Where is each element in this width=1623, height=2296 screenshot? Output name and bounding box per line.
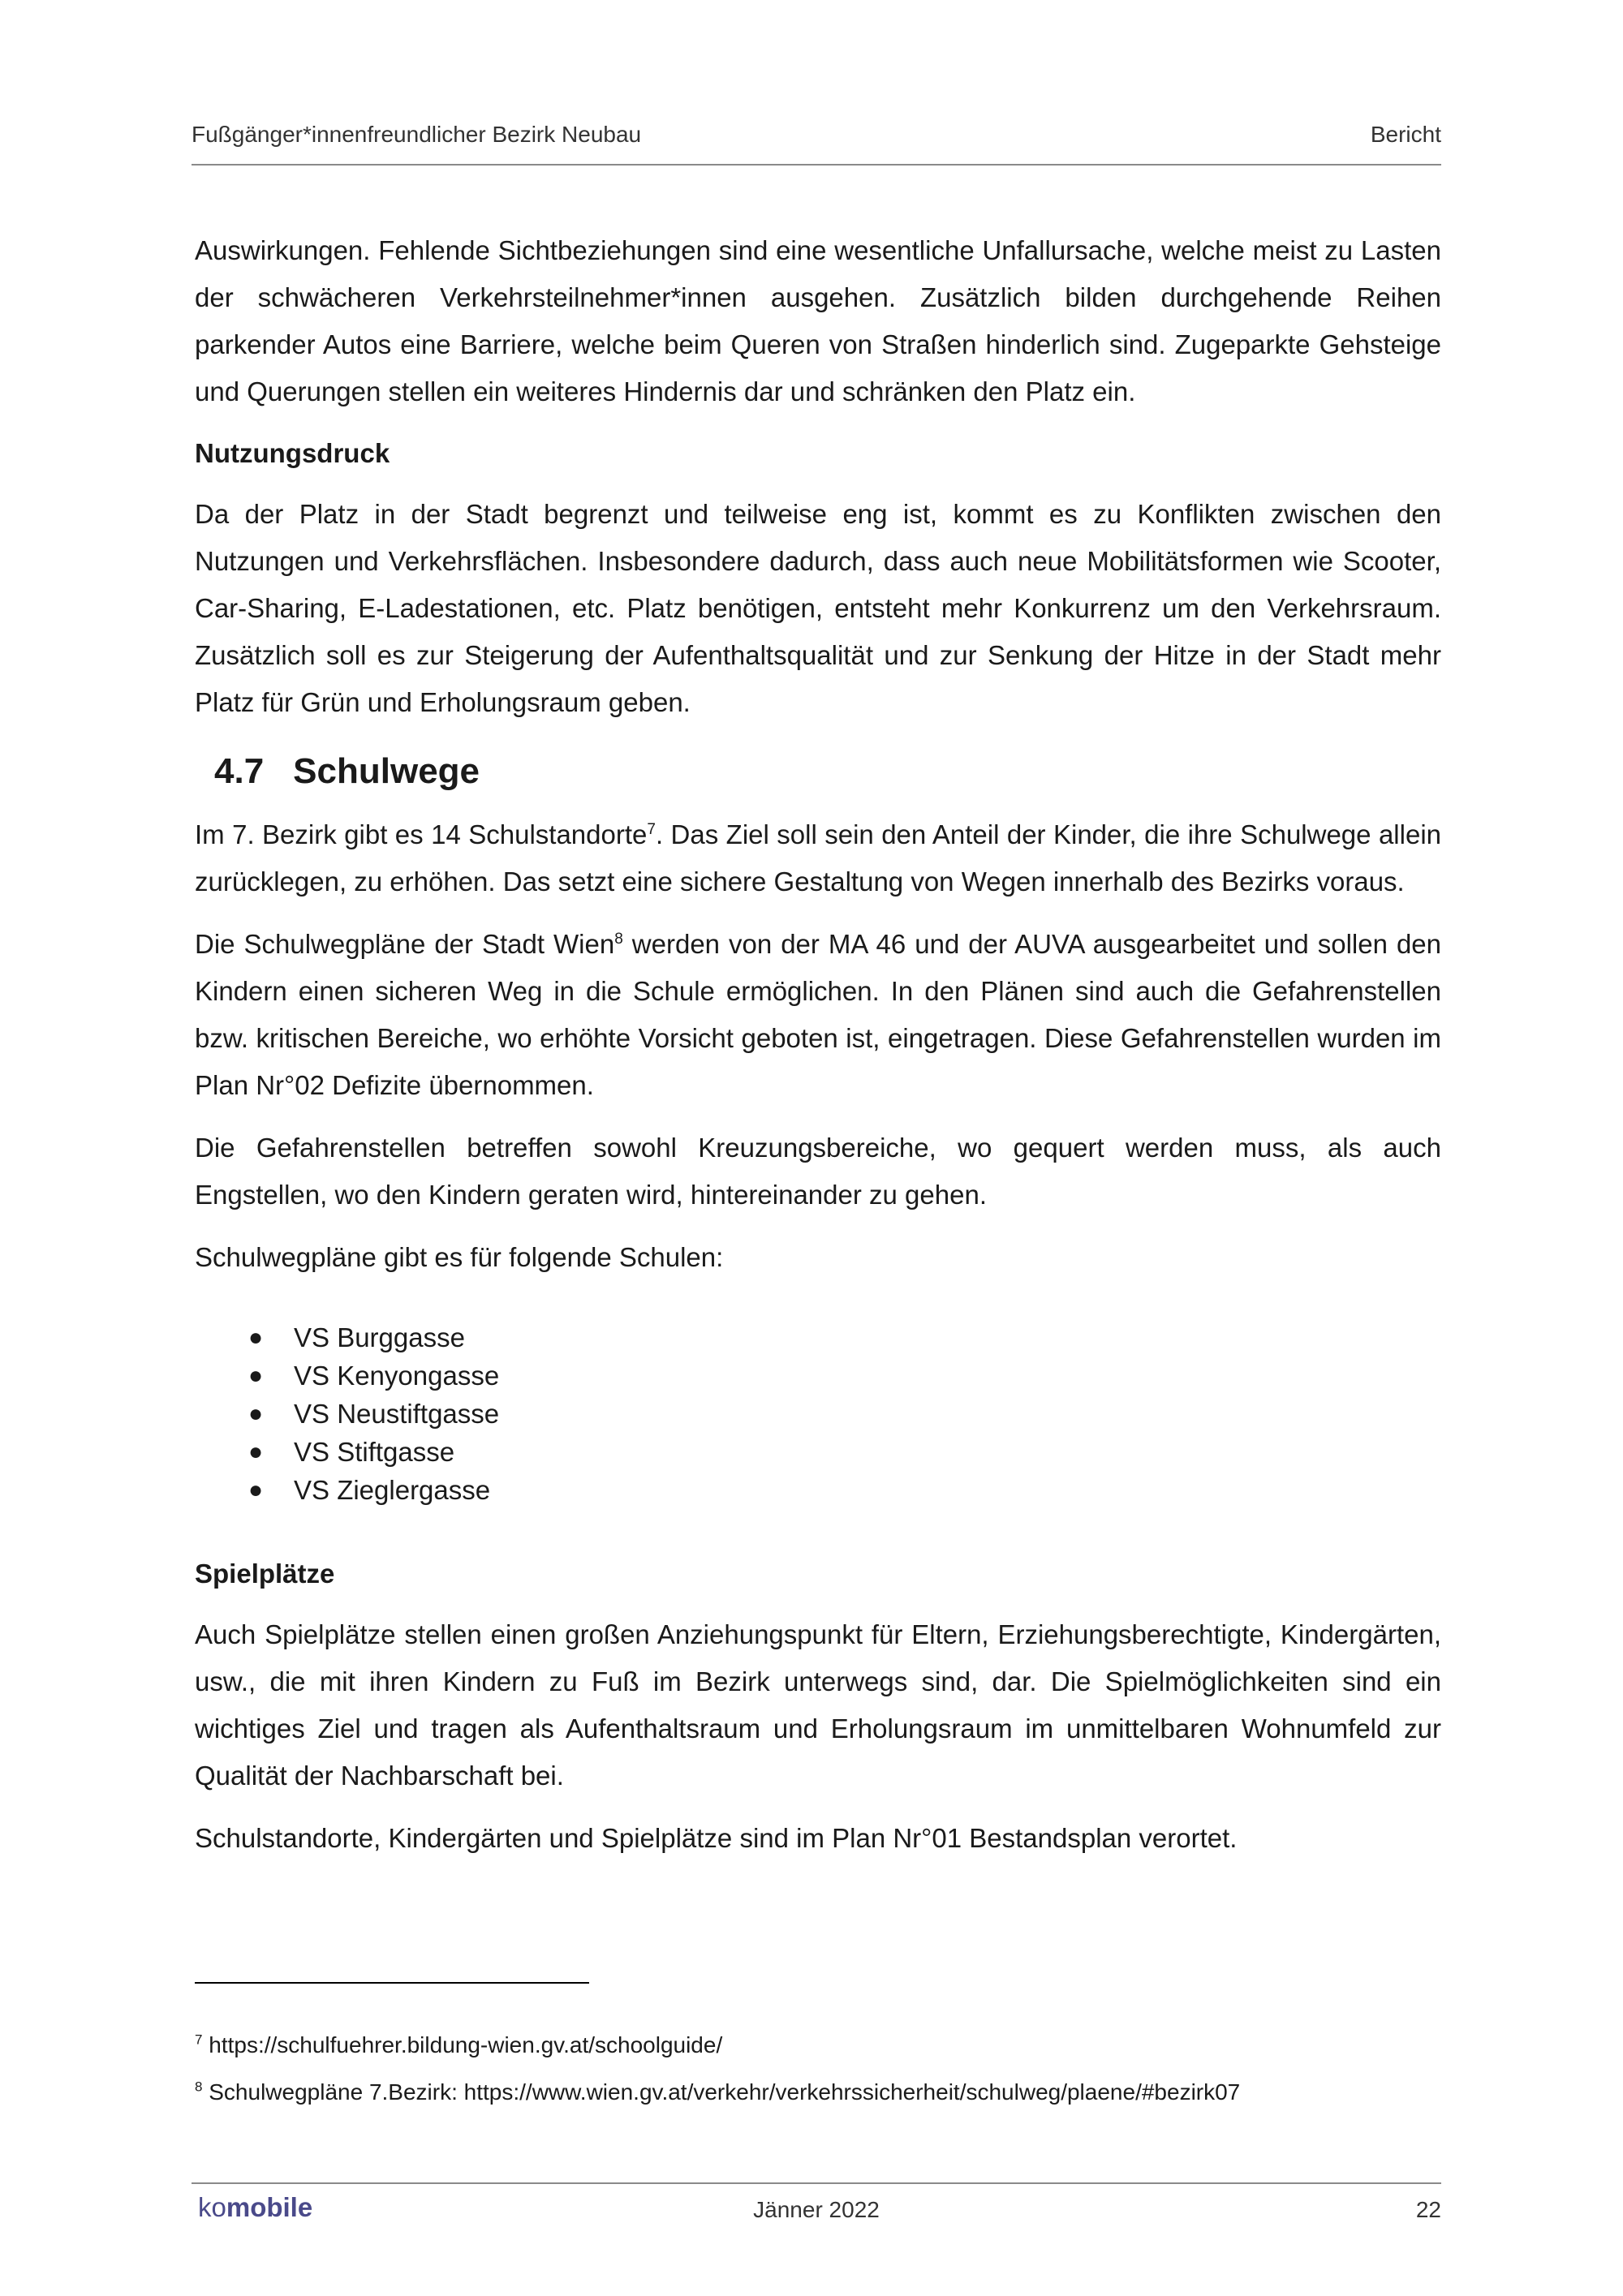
footnote-8 [195, 2070, 1444, 2114]
list-item [248, 1395, 1441, 1433]
closing-paragraph: Schulstandorte, Kindergärten und Spielplätze sind im Plan Nr°01 Bestandsplan verortet. [195, 1823, 1238, 1853]
footnote-7 [195, 2023, 1444, 2067]
main-content [195, 227, 1441, 1877]
school-name: VS Burggasse [294, 1322, 465, 1352]
schulwege-paragraph-2 [195, 921, 1441, 1109]
bullet-icon: ● [248, 1324, 264, 1351]
list-item [248, 1471, 1441, 1509]
bullet-icon: ● [248, 1362, 264, 1389]
schulwege-paragraph-1 [195, 811, 1441, 905]
footnote-mark: 7 [195, 2032, 203, 2048]
footnote-mark: 8 [195, 2079, 203, 2095]
schulwege-p1-text-cont: . Das Ziel soll sein den Anteil der Kinder, die ihre Schulwege allein zurücklegen, zu erhöhen. Das setzt eine sichere Gestaltung von Wegen innerhalb des Bezirks voraus. [195, 819, 1441, 896]
list-item [248, 1357, 1441, 1395]
bullet-icon: ● [248, 1477, 264, 1503]
bullet-icon: ● [248, 1400, 264, 1427]
bullet-icon: ● [248, 1438, 264, 1465]
list-item [248, 1433, 1441, 1471]
footnotes [195, 2023, 1444, 2118]
school-name: VS Neustiftgasse [294, 1399, 500, 1429]
footnote-ref-8[interactable]: 8 [614, 931, 623, 948]
spielplaetze-heading: Spielplätze [195, 1559, 335, 1589]
nutzungsdruck-heading: Nutzungsdruck [195, 438, 390, 468]
section-number: 4.7 [214, 751, 265, 791]
page-number: 22 [1415, 2197, 1441, 2222]
section-heading [214, 742, 1441, 802]
schulwege-paragraph-3: Die Gefahrenstellen betreffen sowohl Kreuzungsbereiche, wo gequert werden muss, als auch Engstellen, wo den Kindern geraten wird, hintereinander zu gehen. [195, 1133, 1441, 1210]
document-title: Fußgänger*innenfreundlicher Bezirk Neubau [192, 122, 642, 147]
page-header [192, 122, 1441, 166]
logo-suffix: mobile [226, 2192, 313, 2222]
schulwege-p1-text: Im 7. Bezirk gibt es 14 Schulstandorte [195, 819, 648, 849]
footnote-ref-7[interactable]: 7 [647, 821, 656, 838]
school-name: VS Stiftgasse [294, 1437, 455, 1467]
intro-paragraph: Auswirkungen. Fehlende Sichtbeziehungen sind eine wesentliche Unfallursache, welche meist zu Lasten der schwächeren Verkehrsteilnehmer*innen ausgehen. Zusätzlich bilden durchgehende Reihen parkender Autos eine Barriere, welche beim Queren von Straßen hinderlich sind. Zugeparkte Gehsteige und Querungen stellen ein weiteres Hindernis dar und schränken den Platz ein. [195, 235, 1441, 406]
logo-prefix: ko [198, 2192, 226, 2222]
schulwege-p2-text: Die Schulwegpläne der Stadt Wien [195, 929, 615, 959]
school-name: VS Zieglergasse [294, 1475, 491, 1505]
section-title: Schulwege [293, 751, 480, 791]
footnote-divider [195, 1982, 589, 1984]
nutzungsdruck-paragraph: Da der Platz in der Stadt begrenzt und teilweise eng ist, kommt es zu Konflikten zwischen den Nutzungen und Verkehrsflächen. Insbesondere dadurch, dass auch neue Mobilitätsformen wie Scooter, Car-Sharing, E-Ladestationen, etc. Platz benötigen, entsteht mehr Konkurrenz um den Verkehrsraum. Zusätzlich soll es zur Steigerung der Aufenthaltsqualität und zur Senkung der Hitze in der Stadt mehr Platz für Grün und Erholungsraum geben. [195, 499, 1441, 717]
document-type: Bericht [1370, 122, 1441, 147]
spielplaetze-paragraph: Auch Spielplätze stellen einen großen Anziehungspunkt für Eltern, Erziehungsberechtigte, Kindergärten, usw., die mit ihren Kindern zu Fuß im Bezirk unterwegs sind, dar. Die Spielmöglichkeiten sind ein wichtiges Ziel und tragen als Aufenthaltsraum und Erholungsraum im unmittelbaren Wohnumfeld zur Qualität der Nachbarschaft bei. [195, 1619, 1441, 1791]
schulwege-paragraph-4: Schulwegpläne gibt es für folgende Schulen: [195, 1242, 724, 1272]
list-item [248, 1318, 1441, 1357]
school-list [195, 1318, 1441, 1509]
footer-date: Jänner 2022 [753, 2197, 880, 2222]
footnote-link[interactable]: Schulwegpläne 7.Bezirk: https://www.wien.gv.at/verkehr/verkehrssicherheit/schulweg/plaene/#bezirk07 [202, 2079, 1241, 2105]
school-name: VS Kenyongasse [294, 1361, 500, 1391]
footnote-link[interactable]: https://schulfuehrer.bildung-wien.gv.at/schoolguide/ [202, 2032, 723, 2057]
page-footer [192, 2182, 1441, 2241]
schulwege-p2-text-cont: werden von der MA 46 und der AUVA ausgearbeitet und sollen den Kindern einen sicheren Weg in die Schule ermöglichen. In den Plänen sind auch die Gefahrenstellen bzw. kritischen Bereiche, wo erhöhte Vorsicht geboten ist, eingetragen. Diese Gefahrenstellen wurden im Plan Nr°02 Defizite übernommen. [195, 929, 1442, 1100]
